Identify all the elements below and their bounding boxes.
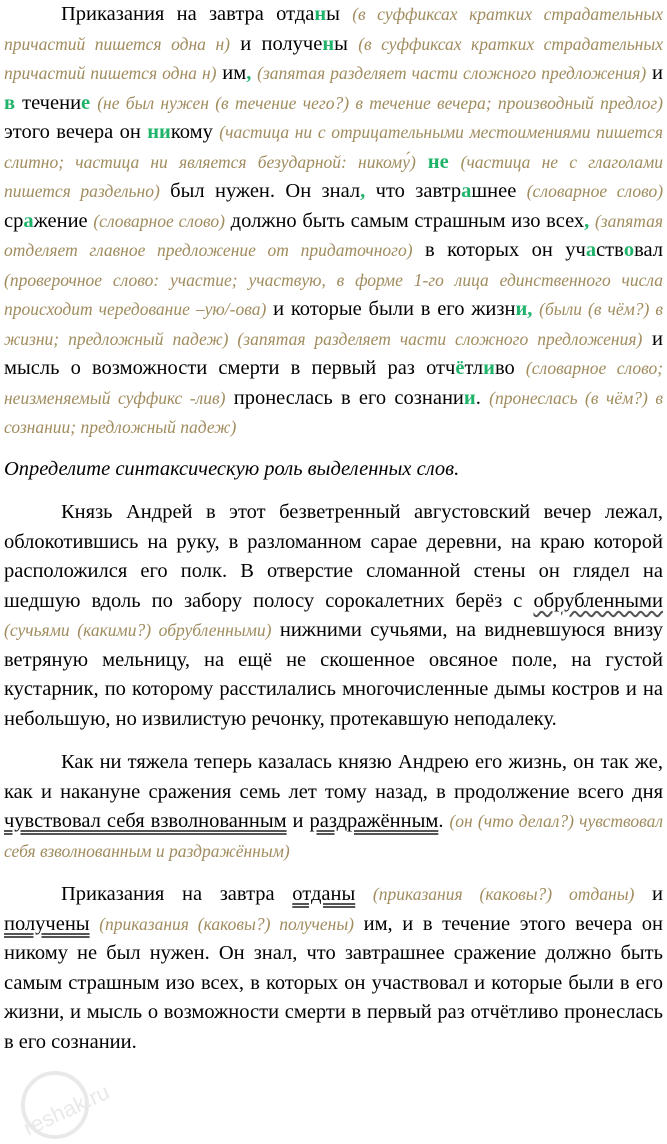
text-run: пронеслась в его сознани [225,386,464,409]
highlight-letter: и, [515,298,533,320]
annotation-note: (в суффиксах кратких страдательных причастий пишется одна н) [4,4,663,54]
text-run: Приказания на завтра отда [61,3,315,25]
highlight-letter: в [4,91,16,114]
exercise-paragraph-1 [4,498,663,734]
highlight-letter: н [322,32,335,55]
annotation-note: (в суффиксах кратких страдательных причастий пишется одна н) [4,33,663,83]
highlight-letter: ё [455,357,465,379]
annotated-paragraph [4,0,663,443]
exercise-paragraph-3 [4,880,663,1057]
text-run: тл [464,357,484,379]
highlight-letter: и [463,386,476,409]
text-run: и мысль о возможности смерти в первый раз отч [4,327,663,379]
text-run: и которые были в его жизн [266,298,516,320]
text-run: кому [170,121,213,143]
highlight-punctuation: , [360,180,366,202]
text-run: течени [15,91,82,114]
annotation-note: (сучьями (какими?) обрубленными) [4,620,272,640]
highlight-word: не [427,150,449,173]
watermark-text: reshak.ru [19,1079,114,1140]
annotation-note: (приказания (каковы?) отданы) [372,884,635,904]
text-run: ств [596,239,624,261]
annotation-note: (пронеслась (в чём?) в сознании; предложный падеж) [4,387,664,437]
annotation-note: (словарное слово) [526,181,664,201]
predicate-underline: раздражённым [309,810,439,832]
annotation-note: (не был нужен (в течение чего?) в течение вечера; производный предлог) [97,92,664,113]
text-run: что завтр [365,180,462,202]
text-run: жение [33,209,88,232]
annotation-note: (запятая отделяет главное предложение от придаточного) [4,210,664,260]
text-run: был нужен. Он знал [159,180,361,202]
text-run: . [475,386,481,409]
highlight-letter: а [461,180,472,202]
text-run: и [646,62,664,84]
annotation-note: (были (в чём?) в жизни; предложный падеж) (запятая разделяет части сложного предложения) [4,299,663,349]
text-run: в которых он уч [412,239,586,261]
highlight-punctuation: , [584,209,590,232]
highlight-letter: н [314,3,327,25]
highlight-letter: о [623,239,635,261]
predicate-underline: чувствовал себя взволнованным [4,810,287,832]
predicate-underline: отданы [292,883,356,905]
text-run: . [438,810,444,832]
annotation-note: (частица не с глаголами пишется раздельно) [4,151,664,201]
text-run: и [286,810,310,832]
annotation-note: (частица ни с отрицательными местоимениями пишется слитно; частица ни является безударной: никому́) [4,122,663,172]
highlight-letter: а [23,209,34,232]
text-run: и [634,883,664,905]
highlight-letter: а [585,239,597,261]
annotation-note: (словарное слово; неизменяемый суффикс -лив) [4,358,664,408]
text-run: должно быть самым страшным изо всех [224,209,585,232]
annotation-note: (приказания (каковы?) получены) [99,913,354,934]
text-run: и получе [229,32,323,55]
task-heading: Определите синтаксическую роль выделенных слов. [4,457,460,480]
highlight-letter: и [483,357,495,379]
text-run: Как ни тяжела теперь казалась князю Андрею его жизнь, он так же, как и накануне сражения семь лет тому назад, в продолжение всего дня [4,751,663,803]
highlight-punctuation: , [246,62,252,84]
marked-word: обрубленными [533,589,663,612]
text-run: этого вечера он [4,121,148,143]
highlight-letter: ни [147,121,171,143]
annotation-note: (он (что делал?) чувствовал себя взволнованным и раздражённым) [4,811,664,861]
text-run: нижними сучьями, на видневшуюся внизу ветряную мельницу, на ещё не скошенное овсяное поле, на густой кустарник, по которому расстилались многочисленные дымы костров и на небольшую, но извилистую речонку, протекавшую неподалеку. [4,619,664,730]
text-run: им [216,62,247,84]
exercise-paragraph-2 [4,748,663,866]
text-run: ы [334,32,348,55]
annotation-note: (запятая разделяет части сложного предложения) [257,63,647,83]
annotation-note: (словарное слово) [93,210,225,231]
text-run: во [494,357,515,379]
text-run: Князь Андрей в этот безветренный августовский вечер лежал, облокотившись на руку, в разломанном сарае деревни, на краю которой расположился его полк. В отверстие сломанной стены он глядел на шедшую вдоль по забору полосу сорокалетних берёз с [4,501,663,612]
text-run: вал [634,239,663,261]
text-run: Приказания на завтра [61,883,293,905]
text-run: ы [326,3,340,25]
watermark-logo [0,1050,160,1140]
text-run: им, и в течение этого вечера он никому не был нужен. Он знал, что завтрашнее сражение должно быть самым страшным изо всех, в которых он участвовал и которые были в его жизни, и мысль о возможности смерти в первый раз отчётливо пронеслась в его сознании. [4,912,664,1053]
text-run: шнее [471,180,517,202]
text-run: ср [4,209,24,232]
annotation-note: (проверочное слово: участие; участвую, в форме 1-го лица единственного числа происходит чередование –ую/-ова) [4,269,663,319]
predicate-underline: получены [4,912,90,935]
highlight-letter: е [81,91,91,114]
